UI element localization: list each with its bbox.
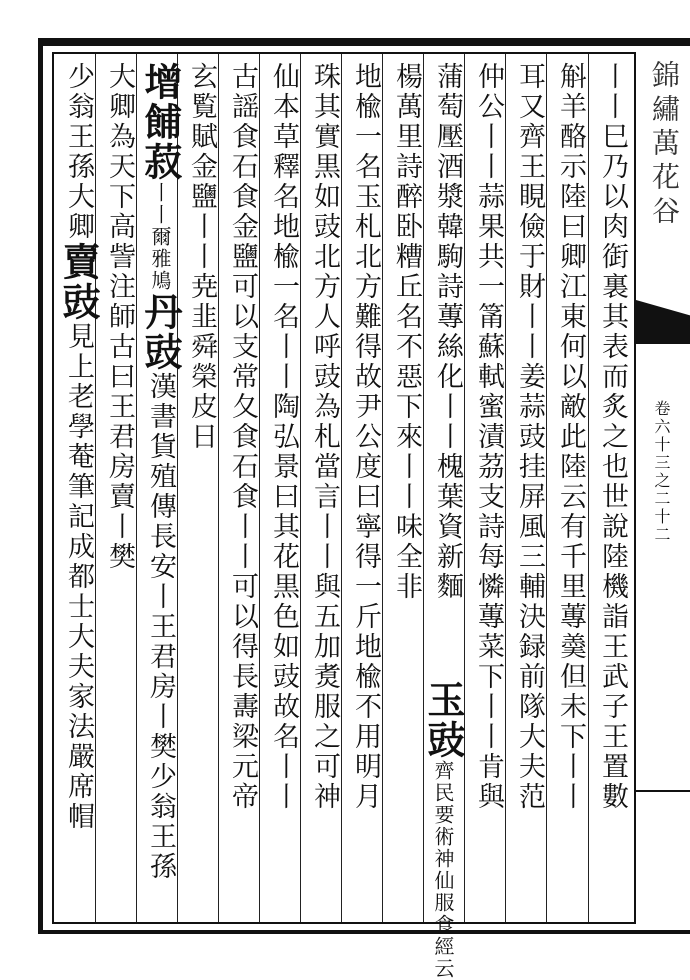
text-column-5: 蒲萄壓酒漿韓駒詩蓴絲化丨丨槐葉資新麵 [432,62,463,602]
book-title: 錦繡萬花谷 [648,60,681,230]
column-text: 漢書貨殖傳長安丨王君房丨樊少翁王孫 [145,372,176,882]
text-column-10: 古謡食石食金鹽可以支常夂食石食丨丨可以得長夀梁元帝 [227,62,258,812]
text-column-9: 仙本草釋名地楡一名丨丨陶弘景曰其花黒色如豉故名丨丨 [268,62,299,812]
text-column-8: 珠其實黒如豉北方人呼豉為札當言丨丨與五加煑服之可神 [309,62,340,812]
text-column-7 [345,62,385,912]
column-text: 見上老學菴筆記成都士大夫家法嚴席帽 [63,322,94,832]
text-column-6 [386,62,426,912]
column-text: 地楡一名玉札北方難得故尹公度曰寧得一斤地楡不用明月 [350,62,381,812]
text-column-12 [138,62,183,912]
entry-heading: 賣豉 [56,242,101,322]
frame-bottom-border [38,930,690,934]
text-column-4: 仲公丨丨蒜果共一筩蘇軾蜜漬茘支詩每憐蓴菜下丨丨肯與 [473,62,504,812]
fish-tail-mark [636,300,690,344]
entry-note: 丨丨爾雅鳩 [148,182,172,292]
frame-inner-bottom [52,922,635,924]
gutter-rule [636,790,690,792]
entry-heading: 玉豉 [421,680,466,760]
volume-label: 卷六十三之二十二 [652,400,671,544]
frame-top-border [38,38,690,46]
text-column-3: 耳又齊王睍儉于財丨丨姜蒜豉挂屏風三輔決録前隊大夫范 [514,62,545,812]
column-text [21,242,52,752]
text-column-14 [56,62,101,912]
column-text: 少翁王孫大卿 [63,62,94,242]
gutter-line [634,52,636,924]
entry-heading-column [421,680,466,980]
text-column-2: 斛羊酪示陸曰卿江東何以敵此陸云有千里蓴羮但未下丨丨 [555,62,586,812]
column-text [21,62,52,242]
frame-inner-top [52,52,635,54]
entry-heading: 增餔菽 [138,62,183,182]
text-column-11: 玄覧賦金鹽丨丨尭韭舜榮皮日 [186,62,217,452]
text-column-13: 大卿為天下高訾注師古曰王君房賣丨樊 [104,62,135,572]
entry-heading: 丹豉 [138,292,183,372]
entry-note: 齊民要術神仙服食經云 [431,760,455,980]
column-text: 楊萬里詩醉卧糟丘名不惡下來丨丨味全非 [391,62,422,602]
text-column-1: 丨丨巳乃以肉衘裏其表而炙之也世說陸機詣王武子王置數 [597,62,628,812]
